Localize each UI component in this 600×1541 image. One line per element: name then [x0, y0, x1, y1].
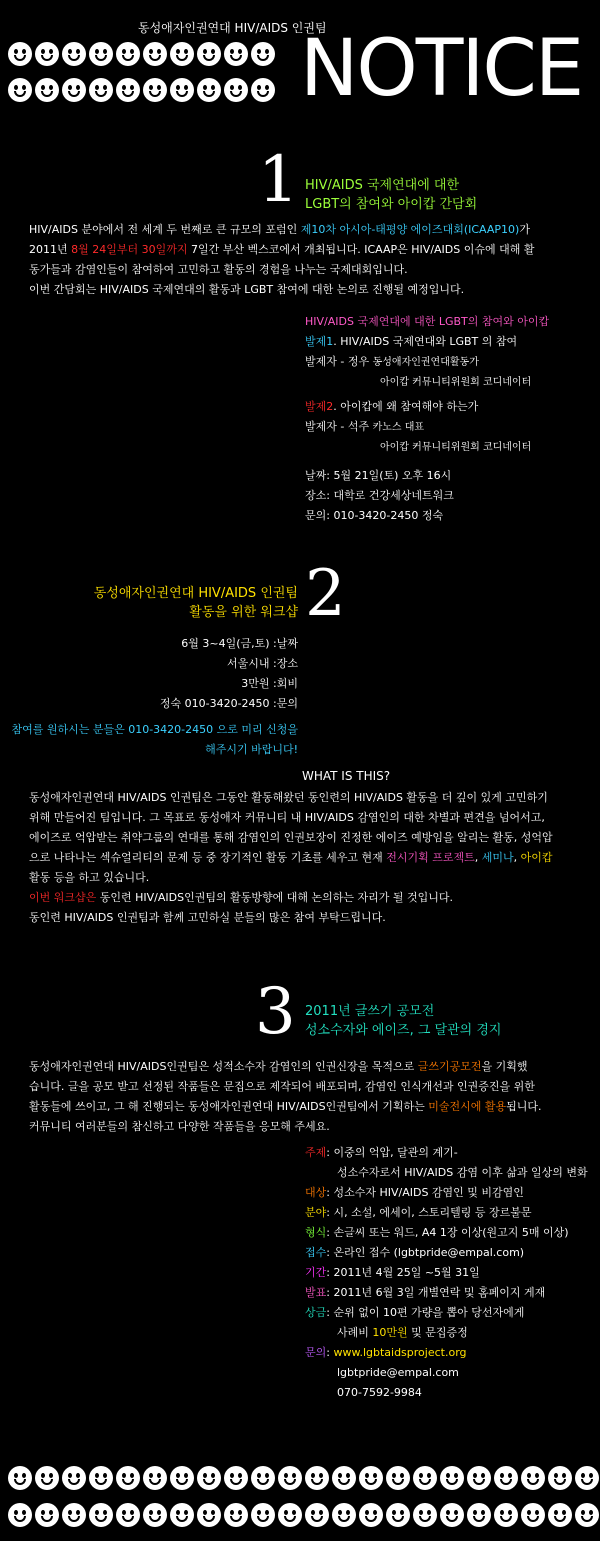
details-title: HIV/AIDS 국제연대에 대한 LGBT의 참여와 아이캅 — [305, 315, 550, 328]
body-text: 위해 만들어진 팀입니다. 그 목표로 동성애자 커뮤니티 내 HIV/AIDS 감염인의 대한 차별과 편견을 넘어서고, — [29, 811, 545, 824]
prize-value-2: 사례비 — [337, 1326, 373, 1339]
field-label: 분야 — [305, 1206, 327, 1219]
smiley-icon — [143, 42, 167, 66]
emoticon-row-bottom-2 — [8, 1503, 599, 1527]
smiley-icon — [197, 42, 221, 66]
body-text: 됩니다. — [506, 1100, 542, 1113]
smiley-icon — [521, 1466, 545, 1490]
smiley-icon — [224, 1503, 248, 1527]
smiley-icon — [251, 42, 275, 66]
emoticon-row-top-2 — [8, 78, 275, 102]
smiley-icon — [35, 78, 59, 102]
page-title: NOTICE — [300, 24, 583, 114]
section2-details — [160, 634, 298, 714]
what-is-this-heading: WHAT IS THIS? — [302, 769, 391, 783]
section1-details — [305, 312, 549, 526]
event-place: 장소: 대학로 건강세상네트워크 — [305, 489, 454, 502]
intro-text: 7일간 부산 벡스코에서 개최됩니다. ICAAP은 HIV/AIDS 이슈에 대해 활 — [187, 243, 535, 256]
smiley-icon — [143, 1466, 167, 1490]
topic-value: : 이중의 억압, 달관의 계기- — [326, 1146, 458, 1159]
smiley-icon — [197, 1466, 221, 1490]
smiley-icon — [575, 1503, 599, 1527]
email-link[interactable]: lgbtpride@empal.com — [337, 1366, 459, 1379]
smiley-icon — [62, 42, 86, 66]
website-link[interactable]: www.lgbtaidsproject.org — [333, 1346, 467, 1359]
smiley-icon — [116, 1503, 140, 1527]
body-text: 으로 나타나는 섹슈얼리티의 문제 등 중 장기적인 활동 기초를 세우고 현재 — [29, 851, 387, 864]
field-value: : 시, 소설, 에세이, 스토리텔링 등 장르불문 — [326, 1206, 532, 1219]
phone-number: 070-7592-9984 — [337, 1386, 422, 1399]
section2-heading-line2: 활동을 위한 워크샵 — [189, 605, 298, 620]
smiley-icon — [35, 42, 59, 66]
section3-heading-line2: 성소수자와 에이즈, 그 달관의 경지 — [305, 1023, 502, 1038]
smiley-icon — [413, 1503, 437, 1527]
section1-heading-line1: HIV/AIDS 국제연대에 대한 — [305, 178, 460, 193]
section3-heading-line1: 2011년 글쓰기 공모전 — [305, 1004, 435, 1019]
icaap-link-highlight: 아이캅 — [520, 851, 553, 864]
smiley-icon — [467, 1466, 491, 1490]
art-exhibit-highlight: 미술전시에 활용 — [428, 1100, 507, 1113]
announce-value: : 2011년 6월 3일 개별연락 및 홈페이지 게재 — [326, 1286, 546, 1299]
speaker2-role2: 아이캅 커뮤니티위원회 코디네이터 — [380, 442, 532, 453]
intro-text: HIV/AIDS 분야에서 전 세계 두 번째로 큰 규모의 포럼인 — [29, 223, 301, 236]
smiley-icon — [278, 1466, 302, 1490]
workshop-fee: 3만원 :회비 — [241, 677, 298, 690]
body-text: 활동 등을 하고 있습니다. — [29, 871, 150, 884]
section3-heading — [305, 1002, 501, 1040]
smiley-icon — [89, 42, 113, 66]
smiley-icon — [332, 1503, 356, 1527]
speaker1: 발제자 - 정우 — [305, 355, 373, 368]
format-value: : 손글씨 또는 워드, A4 1장 이상(원고지 5매 이상) — [326, 1226, 569, 1239]
smiley-icon — [548, 1466, 572, 1490]
smiley-icon — [8, 1503, 32, 1527]
smiley-icon — [521, 1503, 545, 1527]
smiley-icon — [143, 78, 167, 102]
announce-label: 발표 — [305, 1286, 327, 1299]
period-label: 기간 — [305, 1266, 327, 1279]
smiley-icon — [305, 1466, 329, 1490]
notice-line1: 참여를 원하시는 분들은 010-3420-2450 으로 미리 신청을 — [11, 723, 298, 736]
contest-highlight: 글쓰기공모전 — [417, 1060, 482, 1073]
smiley-icon — [62, 1466, 86, 1490]
smiley-icon — [224, 1466, 248, 1490]
smiley-icon — [224, 78, 248, 102]
notice-line2: 해주시기 바랍니다! — [205, 743, 298, 756]
topic1-text: . HIV/AIDS 국제연대와 LGBT 의 참여 — [333, 335, 518, 348]
smiley-icon — [62, 1503, 86, 1527]
seminar-highlight: 세미나 — [481, 851, 514, 864]
workshop-date: 6월 3~4일(금,토) :날짜 — [181, 637, 298, 650]
smiley-icon — [62, 78, 86, 102]
period-value: : 2011년 4월 25일 ~5월 31일 — [326, 1266, 480, 1279]
smiley-icon — [494, 1466, 518, 1490]
body-text: 동성애자인권연대 HIV/AIDS 인권팀은 그동안 활동해왔던 동인련의 HIV/AIDS 활동을 더 깊이 있게 고민하기 — [29, 791, 548, 804]
separator: , — [513, 851, 521, 864]
smiley-icon — [170, 78, 194, 102]
workshop-place: 서울시내 :장소 — [227, 657, 298, 670]
section1-heading-line2: LGBT의 참여와 아이캅 간담회 — [305, 197, 478, 212]
section1-intro — [29, 220, 589, 300]
speaker1-role2: 아이캅 커뮤니티위원회 코디네이터 — [380, 377, 532, 388]
target-label: 대상 — [305, 1186, 327, 1199]
smiley-icon — [89, 78, 113, 102]
topic1-label: 발제1 — [305, 335, 334, 348]
smiley-icon — [305, 1503, 329, 1527]
prize-label: 상금 — [305, 1306, 327, 1319]
section2-body — [29, 788, 589, 928]
workshop-contact: 정숙 010-3420-2450 :문의 — [159, 697, 298, 710]
smiley-icon — [467, 1503, 491, 1527]
smiley-icon — [89, 1503, 113, 1527]
smiley-icon — [251, 1466, 275, 1490]
smiley-icon — [116, 78, 140, 102]
smiley-icon — [251, 1503, 275, 1527]
section-number-2: 2 — [305, 557, 346, 631]
topic2-text: . 아이캅에 왜 참여해야 하는가 — [333, 400, 479, 413]
speaker1-role: 동성애자인권연대활동가 — [372, 357, 479, 368]
date-highlight: 8월 24일부터 30일까지 — [71, 243, 188, 256]
separator: , — [474, 851, 482, 864]
intro-text: 이번 간담회는 HIV/AIDS 국제연대의 활동과 LGBT 참여에 대한 논의로 진행될 예정입니다. — [29, 283, 465, 296]
target-value: : 성소수자 HIV/AIDS 감염인 및 비감염인 — [326, 1186, 524, 1199]
smiley-icon — [548, 1503, 572, 1527]
icaap-highlight: 제10차 아시아-태평양 에이즈대회(ICAAP10) — [300, 223, 520, 236]
prize-value: : 순위 없이 10편 가량을 뽑아 당선자에게 — [326, 1306, 525, 1319]
smiley-icon — [35, 1466, 59, 1490]
emoticon-row-bottom-1 — [8, 1466, 599, 1490]
smiley-icon — [386, 1503, 410, 1527]
smiley-icon — [8, 1466, 32, 1490]
smiley-icon — [8, 78, 32, 102]
body-text: 을 기획했 — [481, 1060, 528, 1073]
speaker2-role: 카노스 대표 — [372, 422, 425, 433]
topic2-label: 발제2 — [305, 400, 334, 413]
intro-text: 동가들과 감염인들이 참여하여 고민하고 활동의 경험을 나누는 국제대회입니다. — [29, 263, 408, 276]
intro-text: 가 — [519, 223, 530, 236]
body-text: 동인련 HIV/AIDS 인권팀과 함께 고민하실 분들의 많은 참여 부탁드립니다. — [29, 911, 386, 924]
smiley-icon — [35, 1503, 59, 1527]
body-text: 에이즈로 억압받는 취약그룹의 연대를 통해 감염인의 인권보장이 진정한 에이즈 예방임을 알리는 활동, 성억압 — [29, 831, 553, 844]
smiley-icon — [251, 78, 275, 102]
smiley-icon — [8, 42, 32, 66]
body-text: 동인련 HIV/AIDS인권팀의 활동방향에 대해 논의하는 자리가 될 것입니다. — [96, 891, 453, 904]
smiley-icon — [332, 1466, 356, 1490]
body-text: 습니다. 글을 공모 받고 선정된 작품들은 문집으로 제작되어 배포되며, 감염인 인식개선과 인권증진을 위한 — [29, 1080, 535, 1093]
topic-label: 주제 — [305, 1146, 327, 1159]
smiley-icon — [170, 1503, 194, 1527]
workshop-highlight: 이번 워크샵은 — [29, 891, 97, 904]
smiley-icon — [440, 1503, 464, 1527]
event-date: 날짜: 5월 21일(토) 오후 16시 — [305, 469, 452, 482]
smiley-icon — [116, 1466, 140, 1490]
smiley-icon — [440, 1466, 464, 1490]
smiley-icon — [197, 1503, 221, 1527]
smiley-icon — [359, 1503, 383, 1527]
page-subtitle: 동성애자인권연대 HIV/AIDS 인권팀 — [138, 21, 327, 35]
section-number-1: 1 — [258, 143, 299, 217]
body-text: 활동들에 쓰이고, 그 해 진행되는 동성애자인권연대 HIV/AIDS인권팀에서 기획하는 — [29, 1100, 429, 1113]
smiley-icon — [224, 42, 248, 66]
section2-heading-line1: 동성애자인권연대 HIV/AIDS 인권팀 — [93, 586, 298, 601]
section3-body — [29, 1057, 589, 1137]
smiley-icon — [413, 1466, 437, 1490]
section1-heading — [305, 176, 477, 214]
smiley-icon — [278, 1503, 302, 1527]
section3-details — [305, 1143, 588, 1403]
exhibition-highlight: 전시기획 프로젝트 — [386, 851, 475, 864]
format-label: 형식 — [305, 1226, 327, 1239]
smiley-icon — [575, 1466, 599, 1490]
prize-value-3: 및 문집증정 — [407, 1326, 468, 1339]
topic-value-2: 성소수자로서 HIV/AIDS 감염 이후 삶과 일상의 변화 — [337, 1166, 588, 1179]
emoticon-row-top-1 — [8, 42, 275, 66]
submission-label: 접수 — [305, 1246, 327, 1259]
smiley-icon — [197, 78, 221, 102]
section2-heading — [94, 584, 298, 622]
section2-notice — [11, 720, 298, 760]
inquiry-label: 문의 — [305, 1346, 327, 1359]
body-text: 커뮤니티 여러분들의 참신하고 다양한 작품들을 응모해 주세요. — [29, 1120, 330, 1133]
prize-amount: 10만원 — [372, 1326, 408, 1339]
inquiry-sep: : — [326, 1346, 334, 1359]
smiley-icon — [170, 42, 194, 66]
smiley-icon — [116, 42, 140, 66]
body-text: 동성애자인권연대 HIV/AIDS인권팀은 성적소수자 감염인의 인권신장을 목적으로 — [29, 1060, 418, 1073]
smiley-icon — [386, 1466, 410, 1490]
submission-value: : 온라인 접수 (lgbtpride@empal.com) — [326, 1246, 525, 1259]
smiley-icon — [494, 1503, 518, 1527]
speaker2: 발제자 - 석주 — [305, 420, 373, 433]
smiley-icon — [170, 1466, 194, 1490]
smiley-icon — [143, 1503, 167, 1527]
intro-text: 2011년 — [29, 243, 72, 256]
section-number-3: 3 — [255, 975, 296, 1049]
smiley-icon — [89, 1466, 113, 1490]
smiley-icon — [359, 1466, 383, 1490]
event-contact: 문의: 010-3420-2450 정숙 — [305, 509, 444, 522]
